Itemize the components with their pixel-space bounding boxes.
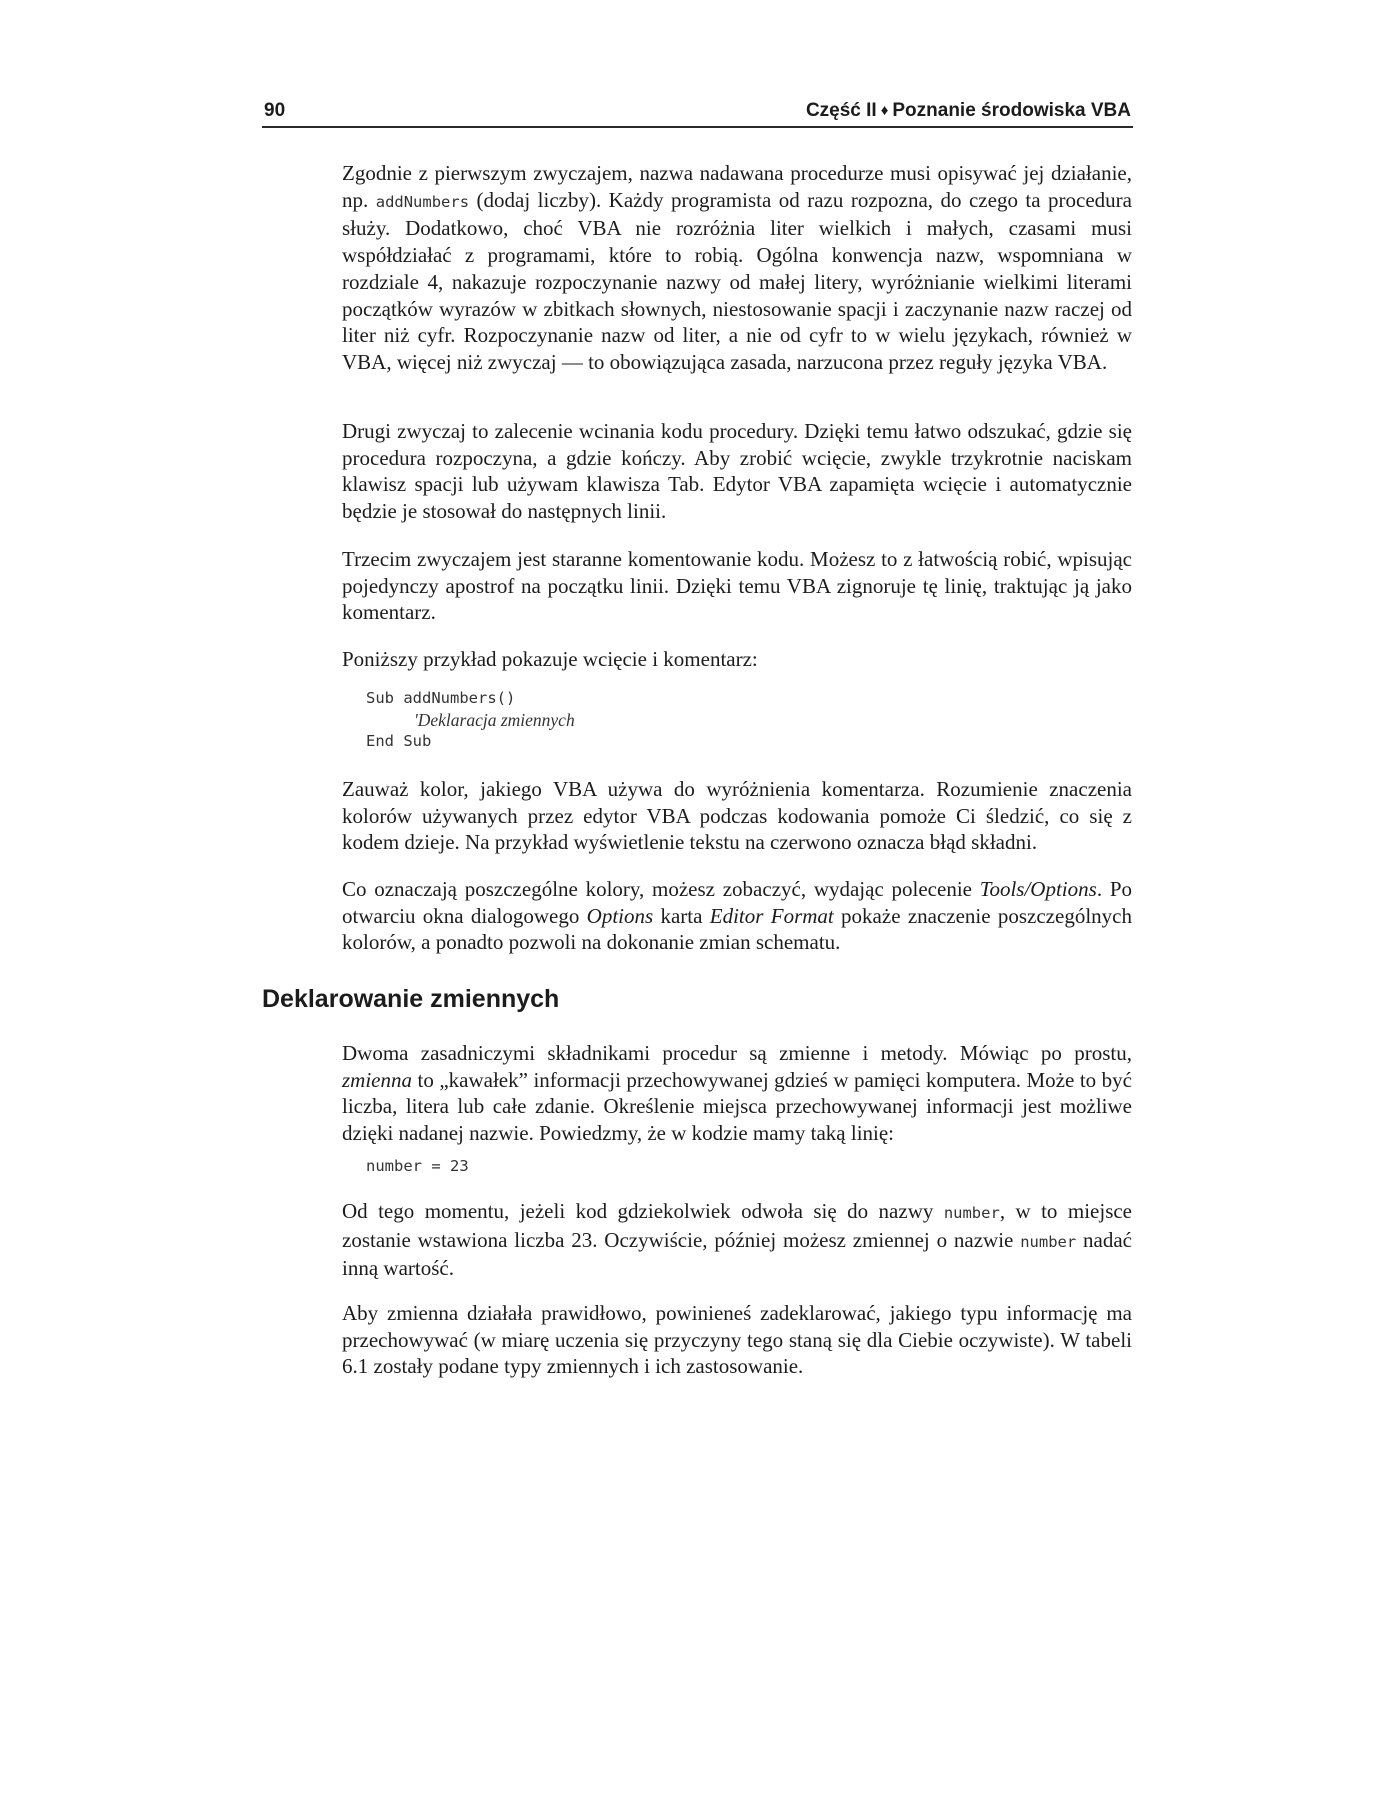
text-run: karta — [653, 903, 710, 928]
menu-path-emphasis: Tools/Options — [979, 877, 1097, 901]
paragraph-indentation: Drugi zwyczaj to zalecenie wcinania kodu procedury. Dzięki temu łatwo odszukać, gdzie się procedura rozpoczyna, a gdzie kończy. Aby zrobić wcięcie, zwykle trzykrotnie naciskam klawisz spacji lub używam klawisza Tab. Edytor VBA zapamięta wcięcie i automatycznie będzie je stosował do następnych linii. — [342, 419, 1132, 524]
inline-code: number — [1020, 1232, 1077, 1251]
text-run: nadać inną wartość. — [342, 1227, 1132, 1281]
code-line: End Sub — [366, 732, 432, 750]
inline-code: addNumbers — [375, 192, 470, 211]
text-run: to „kawałek” informacji przechowywanej gdzieś w pamięci komputera. Może to być liczba, litera lub całe zdanie. Określenie miejsca przechowywanej informacji jest możliwe dzięki nadanej nazwie. Powiedzmy, że w kodzie mamy taką linię: — [342, 1067, 1132, 1146]
header-chapter-title: Poznanie środowiska VBA — [892, 100, 1131, 121]
text-run: Dwoma zasadniczymi składnikami procedur są zmienne i metody. Mówiąc po prostu, — [342, 1041, 1132, 1065]
text-run: . Po otwarciu okna dialogowego — [342, 877, 1132, 928]
paragraph-naming-convention — [342, 160, 1132, 376]
page-number: 90 — [264, 100, 286, 121]
text-run: (dodaj liczby). Każdy programista od razu rozpozna, do czego ta procedura służy. Dodatkowo, choć VBA nie rozróżnia liter wielkich i małych, czasami musi współdziałać z programami, które to robią. Ogólna konwencja nazw, wspomniana w rozdziale 4, nakazuje rozpoczynanie nazwy od małej litery, wyróżnianie wielkimi literami początków wyrazów w zbitkach słownych, niestosowanie spacji i zaczynanie nazw raczej od liter niż cyfr. Rozpoczynanie nazw od liter, a nie od cyfr to w wielu językach, również w VBA, więcej niż zwyczaj — to obowiązująca zasada, narzucona przez reguły języka VBA. — [342, 187, 1132, 374]
text-run: Zgodnie z pierwszym zwyczajem, nazwa nadawana procedurze musi opisywać jej działanie, np. — [342, 161, 1132, 212]
paragraph-example-intro: Poniższy przykład pokazuje wcięcie i komentarz: — [342, 647, 758, 671]
text-run: , w to miejsce zostanie wstawiona liczba 23. Oczywiście, później możesz zmiennej o nazwie — [342, 1199, 1133, 1252]
paragraph-declare-types: Aby zmienna działała prawidłowo, powinieneś zadeklarować, jakiego typu informację ma przechowywać (w miarę uczenia się przyczyny tego staną się dla Ciebie oczywiste). W tabeli 6.1 zostały podane typy zmiennych i ich zastosowanie. — [342, 1301, 1132, 1379]
header-part-label: Część II — [805, 100, 877, 121]
dialog-name-emphasis: Options — [586, 903, 654, 928]
paragraph-variables-intro — [342, 1040, 1132, 1147]
header-title — [806, 100, 1131, 122]
tab-name-emphasis: Editor Format — [709, 903, 834, 928]
code-line: number = 23 — [366, 1157, 469, 1175]
inline-code: number — [943, 1204, 1000, 1222]
code-line: Sub addNumbers() — [366, 689, 516, 707]
running-header — [262, 98, 1133, 128]
code-comment-line: 'Deklaracja zmiennych — [414, 709, 575, 730]
section-heading: Deklarowanie zmiennych — [262, 985, 560, 1013]
paragraph-comments: Trzecim zwyczajem jest staranne komentowanie kodu. Możesz to z łatwością robić, wpisując pojedynczy apostrof na początku linii. Dzięki temu VBA zignoruje tę linię, traktując ją jako komentarz. — [342, 547, 1132, 625]
term-emphasis: zmienna — [342, 1067, 412, 1092]
text-run: Od tego momentu, jeżeli kod gdziekolwiek odwoła się do nazwy — [342, 1199, 944, 1223]
paragraph-number-reference — [342, 1198, 1132, 1282]
diamond-separator-icon: ♦ — [880, 102, 889, 119]
code-example-sub — [366, 688, 575, 753]
paragraph-comment-color: Zauważ kolor, jakiego VBA używa do wyróżnienia komentarza. Rozumienie znaczenia kolorów używanych przez edytor VBA podczas kodowania pomoże Ci śledzić, co się z kodem dzieje. Na przykład wyświetlenie tekstu na czerwono oznacza błąd składni. — [342, 777, 1132, 855]
paragraph-tools-options — [342, 876, 1132, 956]
code-example-assignment — [366, 1156, 469, 1178]
text-run: pokaże znaczenie poszczególnych kolorów, a ponadto pozwoli na dokonanie zmian schematu. — [342, 903, 1132, 955]
text-run: Co oznaczają poszczególne kolory, możesz zobaczyć, wydając polecenie — [342, 877, 980, 901]
